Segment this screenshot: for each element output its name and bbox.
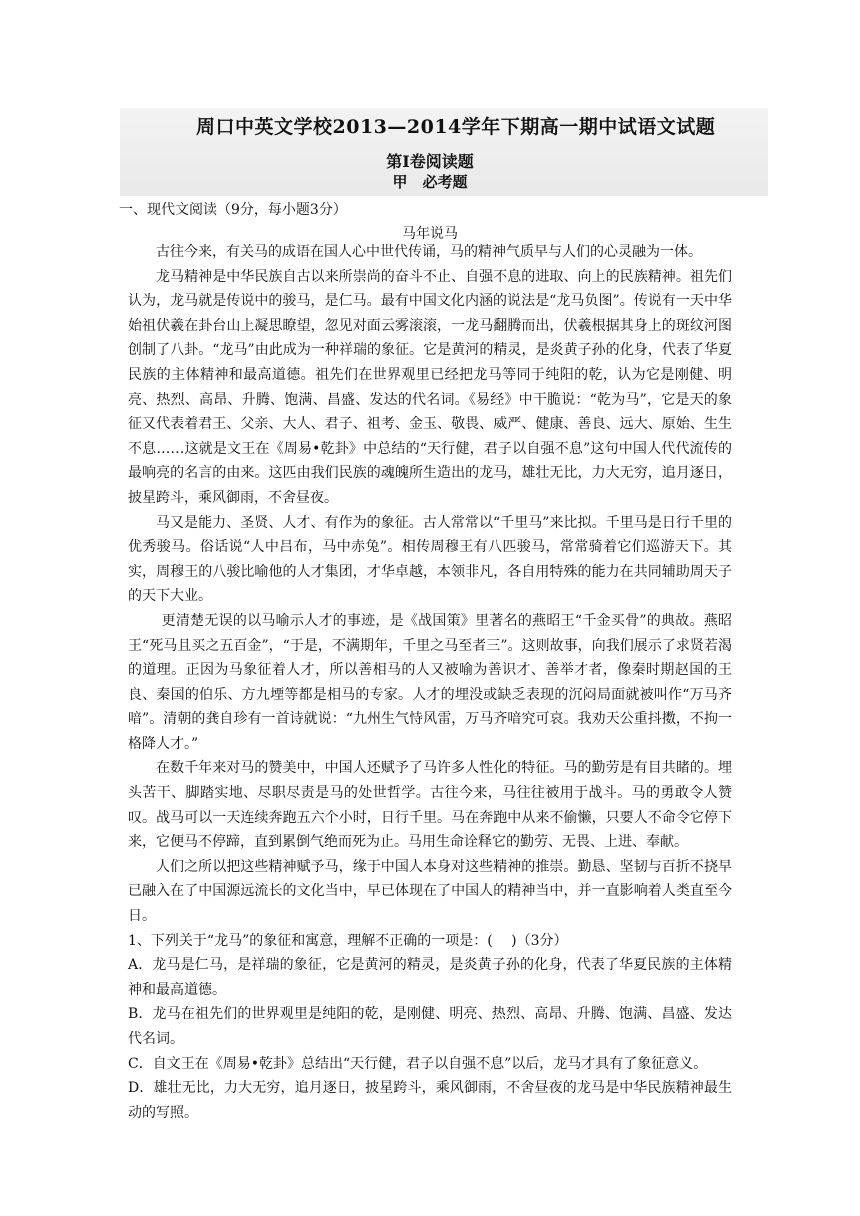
question-option-c: C．自文王在《周易•乾卦》总结出“天行健，君子以自强不息”以后，龙马才具有了象征意义。 [128,1055,708,1072]
article-paragraph: 马又是能力、圣贤、人才、有作为的象征。古人常常以“千里马”来比拟。千里马是日行千里的优秀骏马。俗话说“人中吕布，马中赤兔”。相传周穆王有八匹骏马，常常骑着它们巡游天下。其实，周穆王的八骏比喻他的人才集团，才华卓越，本领非凡，各自用特殊的能力在共同辅助周天子的天下大业。 [128,514,732,605]
article-paragraph: 在数千年来对马的赞美中，中国人还赋予了马许多人性化的特征。马的勤劳是有目共睹的。埋头苦干、脚踏实地、尽职尽责是马的处世哲学。古往今来，马往往被用于战斗。马的勇敢令人赞叹。战马可以一天连续奔跑五六个小时，日行千里。马在奔跑中从来不偷懒，只要人不命令它停下来，它便马不停蹄，直到累倒气绝而死为止。马用生命诠释它的勤劳、无畏、上进、奉献。 [128,760,732,851]
article-body [128,240,732,1125]
article-paragraph: 龙马精神是中华民族自古以来所崇尚的奋斗不止、自强不息的进取、向上的民族精神。祖先们认为，龙马就是传说中的骏马，是仁马。最有中国文化内涵的说法是“龙马负图”。传说有一天中华始祖伏羲在卦台山上凝思瞭望，忽见对面云雾滚滚，一龙马翻腾而出，伏羲根据其身上的斑纹河图创制了八卦。“龙马”由此成为一种祥瑞的象征。它是黄河的精灵，是炎黄子孙的化身，代表了华夏民族的主体精神和最高道德。祖先们在世界观里已经把龙马等同于纯阳的乾，认为它是刚健、明亮、热烈、高昂、升腾、饱满、昌盛、发达的代名词。《易经》中干脆说：“乾为马”，它是天的象征又代表着君王、父亲、大人、君子、祖考、金玉、敬畏、威严、健康、善良、远大、原始、生生不息……这就是文王在《周易•乾卦》中总结的“天行健，君子以自强不息”这句中国人代代流传的最响亮的名言的由来。这匹由我们民族的魂魄所生造出的龙马，雄壮无比，力大无穷，追月逐日，披星跨斗，乘风御雨，不舍昼夜。 [128,268,732,506]
section-heading: 一、现代文阅读（9分，每小题3分） [119,202,347,218]
question-option-b: B．龙马在祖先们的世界观里是纯阳的乾，是刚健、明亮、热烈、高昂、升腾、饱满、昌盛、发达代名词。 [128,1006,732,1047]
question-option-d: D．雄壮无比，力大无穷，追月逐日，披星跨斗，乘风御雨，不舍昼夜的龙马是中华民族精神最生动的写照。 [128,1080,732,1121]
article-paragraph: 古往今来，有关马的成语在国人心中世代传诵，马的精神气质早与人们的心灵融为一体。 [156,244,702,260]
question-stem: 1、下列关于“龙马”的象征和寓意，理解不正确的一项是：( )（3分） [128,932,568,949]
article-paragraph: 更清楚无误的以马喻示人才的事迹，是《战国策》里著名的燕昭王“千金买骨”的典故。燕昭王“死马且买之五百金”，“于是，不满期年，千里之马至者三”。这则故事，向我们展示了求贤若渴的道理。正因为马象征着人才，所以善相马的人又被喻为善识才、善举才者，像秦时期赵国的王良、秦国的伯乐、方九堙等都是相马的专家。人才的埋没或缺乏表现的沉闷局面就被叫作“万马齐喑”。清朝的龚自珍有一首诗就说：“九州生气恃风雷，万马齐喑究可哀。我劝天公重抖擞，不拘一格降人才。” [128,612,732,752]
part-title: 第Ⅰ卷阅读题 [386,152,474,171]
article-paragraph: 人们之所以把这些精神赋予马，缘于中国人本身对这些精神的推崇。勤恳、坚韧与百折不挠早已融入在了中国源远流长的文化当中，早已体现在了中国人的精神当中，并一直影响着人类直至今日。 [128,858,732,925]
question-option-a: A．龙马是仁马，是祥瑞的象征，它是黄河的精灵，是炎黄子孙的化身，代表了华夏民族的主体精神和最高道德。 [128,957,732,998]
exam-title: 周口中英文学校2013—2014学年下期高一期中试语文试题 [196,116,716,138]
section-label: 甲 必考题 [392,173,468,191]
article-title: 马年说马 [402,226,458,242]
